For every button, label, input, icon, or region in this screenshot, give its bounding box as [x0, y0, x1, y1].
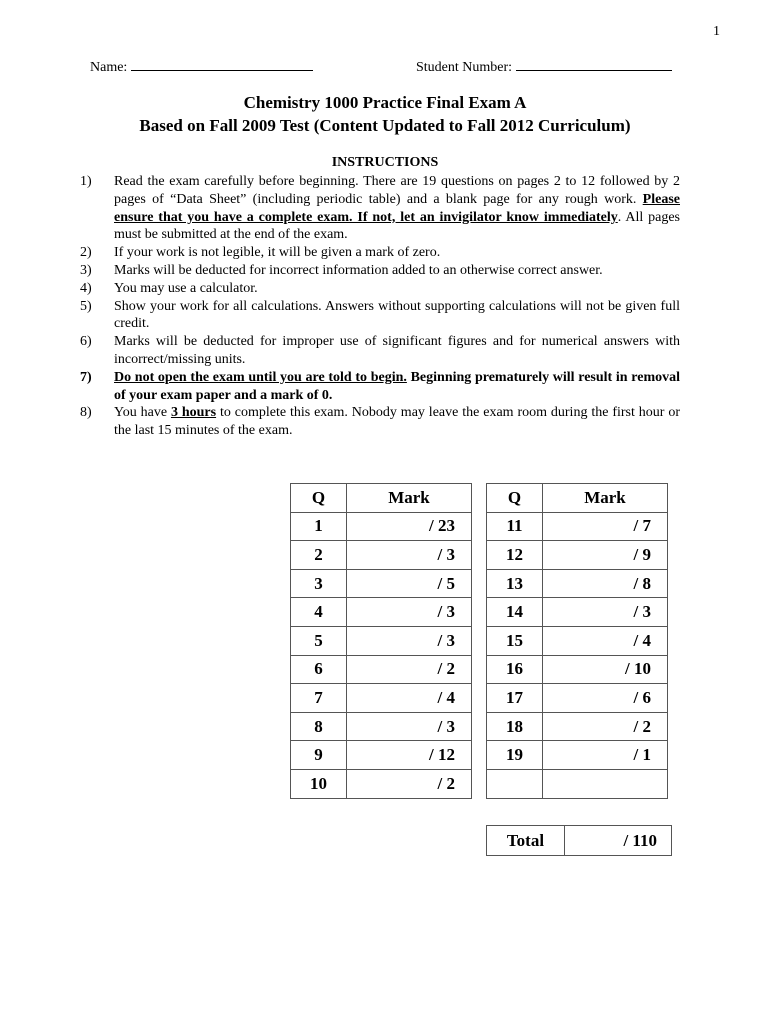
total-row: [487, 826, 672, 856]
question-mark: / 7: [543, 512, 668, 541]
marks-table-left: [290, 483, 472, 799]
table-row: [487, 569, 668, 598]
table-row: [487, 769, 668, 798]
question-mark: / 2: [347, 655, 472, 684]
question-mark: / 10: [543, 655, 668, 684]
name-label: Name:: [90, 60, 128, 75]
instruction-item: [80, 173, 680, 244]
total-label: Total: [487, 826, 565, 856]
instruction-text: If your work is not legible, it will be given a mark of zero.: [114, 245, 441, 261]
instruction-text: to complete this exam. Nobody may leave the exam room during the first hour or the last 15 minutes of the exam.: [114, 405, 681, 439]
question-mark: / 23: [347, 512, 472, 541]
instruction-number: 3): [80, 262, 92, 278]
question-number: 12: [487, 541, 543, 570]
question-mark: / 6: [543, 684, 668, 713]
question-number: 1: [291, 512, 347, 541]
instruction-number: 8): [80, 405, 92, 421]
instructions-list: [80, 173, 680, 440]
instructions-heading: INSTRUCTIONS: [331, 155, 439, 170]
question-mark: / 3: [347, 541, 472, 570]
instruction-text: You have: [114, 405, 171, 421]
instruction-text: You may use a calculator.: [114, 280, 258, 296]
question-number: 5: [291, 626, 347, 655]
instruction-item: [80, 244, 680, 262]
table-row: [487, 512, 668, 541]
question-number: 9: [291, 741, 347, 770]
question-mark: / 3: [347, 712, 472, 741]
table-row: [291, 769, 472, 798]
mark-header: Mark: [347, 484, 472, 513]
question-number: 3: [291, 569, 347, 598]
instruction-item: [80, 298, 680, 334]
table-row: [487, 655, 668, 684]
question-mark: [543, 769, 668, 798]
question-number: 17: [487, 684, 543, 713]
instruction-item: [80, 280, 680, 298]
table-row: [291, 741, 472, 770]
question-mark: / 12: [347, 741, 472, 770]
student-number-field: [416, 56, 672, 76]
instruction-number: 4): [80, 280, 92, 296]
table-row: [291, 598, 472, 627]
instruction-text: 3 hours: [170, 405, 217, 421]
instruction-text: Do not open the exam until you are told to begin.: [114, 369, 407, 385]
student-number-blank[interactable]: [516, 56, 672, 71]
table-row: [291, 684, 472, 713]
page-number: 1: [713, 24, 720, 39]
total-table: [486, 825, 672, 856]
question-header: Q: [291, 484, 347, 513]
question-mark: / 5: [347, 569, 472, 598]
question-header: Q: [487, 484, 543, 513]
total-value: / 110: [565, 826, 672, 856]
question-mark: / 3: [347, 598, 472, 627]
instruction-text: Marks will be deducted for improper use of significant figures and for numerical answers with incorrect/missing units.: [114, 334, 680, 367]
exam-title: Chemistry 1000 Practice Final Exam A: [243, 93, 527, 112]
name-row: [90, 56, 680, 76]
mark-header: Mark: [543, 484, 668, 513]
question-number: 18: [487, 712, 543, 741]
instruction-text: Marks will be deducted for incorrect information added to an otherwise correct answer.: [114, 262, 603, 278]
instruction-item: [80, 404, 680, 440]
marks-table-right: [486, 483, 668, 799]
instruction-item: [80, 262, 680, 280]
instruction-item: [80, 333, 680, 369]
instruction-number: 7): [80, 369, 92, 385]
question-mark: / 8: [543, 569, 668, 598]
question-number: 13: [487, 569, 543, 598]
table-row: [291, 626, 472, 655]
question-mark: / 4: [543, 626, 668, 655]
marks-header-row: [487, 484, 668, 513]
instruction-text: . All pages must be submitted at the end of the exam.: [114, 209, 680, 243]
question-mark: / 2: [543, 712, 668, 741]
question-number: 11: [487, 512, 543, 541]
question-number: 2: [291, 541, 347, 570]
instruction-text: Show your work for all calculations. Answers without supporting calculations will not be given full credit.: [114, 298, 680, 332]
question-number: 10: [291, 769, 347, 798]
question-number: 16: [487, 655, 543, 684]
question-mark: / 1: [543, 741, 668, 770]
table-row: [487, 741, 668, 770]
instruction-number: 1): [80, 174, 92, 189]
instruction-item: [80, 369, 680, 405]
question-number: 19: [487, 741, 543, 770]
table-row: [487, 712, 668, 741]
instruction-number: 5): [80, 298, 92, 314]
question-mark: / 2: [347, 769, 472, 798]
question-number: 15: [487, 626, 543, 655]
question-number: 7: [291, 684, 347, 713]
marks-header-row: [291, 484, 472, 513]
instruction-number: 6): [80, 334, 92, 350]
table-row: [487, 626, 668, 655]
table-row: [487, 684, 668, 713]
exam-subtitle: Based on Fall 2009 Test (Content Updated to Fall 2012 Curriculum): [139, 116, 631, 135]
question-number: 4: [291, 598, 347, 627]
question-mark: / 9: [543, 541, 668, 570]
name-field: [90, 56, 313, 76]
question-mark: / 3: [543, 598, 668, 627]
question-number: 8: [291, 712, 347, 741]
question-number: 6: [291, 655, 347, 684]
table-row: [291, 541, 472, 570]
table-row: [291, 712, 472, 741]
student-number-label: Student Number:: [416, 60, 513, 75]
question-mark: / 4: [347, 684, 472, 713]
question-number: [487, 769, 543, 798]
question-mark: / 3: [347, 626, 472, 655]
instruction-text: Read the exam carefully before beginning. There are 19 questions on pages 2 to 12 followed by 2 pages of “Data Sheet” (including periodic table) and a blank page for any rough work.: [114, 174, 680, 207]
name-blank[interactable]: [131, 56, 313, 71]
question-number: 14: [487, 598, 543, 627]
table-row: [487, 598, 668, 627]
table-row: [291, 512, 472, 541]
table-row: [291, 569, 472, 598]
instruction-text: Please ensure that you have a complete exam. If not, let an invigilator know immediately: [114, 191, 680, 225]
instruction-number: 2): [80, 245, 92, 261]
instruction-text: Beginning prematurely will result in removal of your exam paper and a mark of 0.: [114, 369, 680, 403]
table-row: [487, 541, 668, 570]
table-row: [291, 655, 472, 684]
